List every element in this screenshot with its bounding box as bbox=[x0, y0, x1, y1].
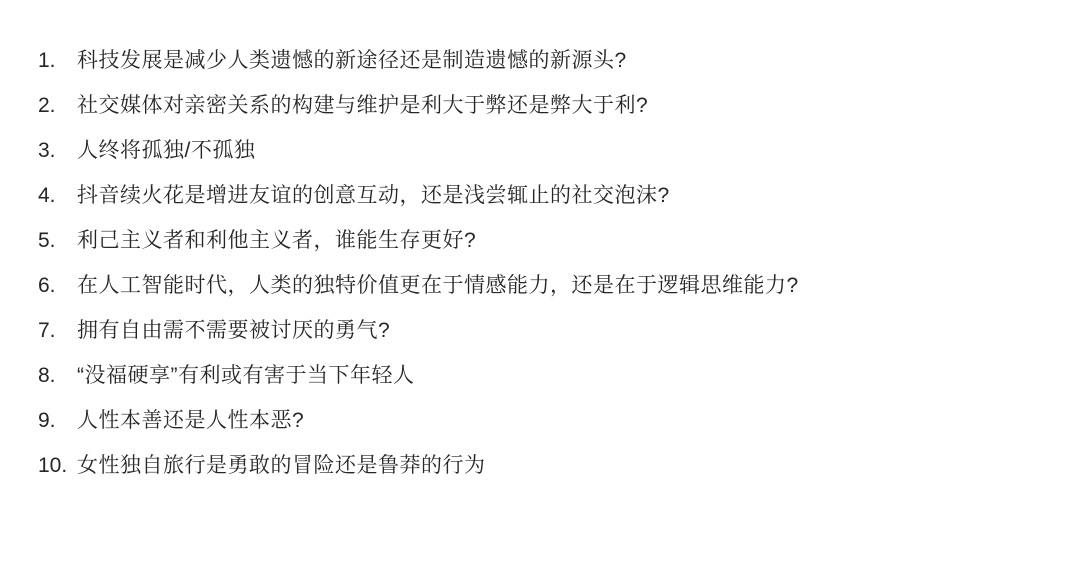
item-number: 2. bbox=[38, 94, 56, 117]
item-number: 6. bbox=[38, 274, 56, 297]
item-text: 人终将孤独/不孤独 bbox=[77, 139, 256, 162]
list-item bbox=[38, 365, 1050, 387]
item-number: 10. bbox=[38, 454, 68, 477]
item-text: 拥有自由需不需要被讨厌的勇气? bbox=[77, 319, 391, 342]
list-item bbox=[38, 410, 1050, 432]
list-item bbox=[38, 275, 1050, 297]
item-number: 7. bbox=[38, 319, 56, 342]
list-item bbox=[38, 455, 1050, 477]
item-text: 社交媒体对亲密关系的构建与维护是利大于弊还是弊大于利? bbox=[77, 94, 649, 117]
item-text: 抖音续火花是增进友谊的创意互动，还是浅尝辄止的社交泡沫? bbox=[77, 184, 670, 207]
item-number: 1. bbox=[38, 49, 56, 72]
item-number: 9. bbox=[38, 409, 56, 432]
item-text: 在人工智能时代，人类的独特价值更在于情感能力，还是在于逻辑思维能力? bbox=[77, 274, 799, 297]
item-text: 女性独自旅行是勇敢的冒险还是鲁莽的行为 bbox=[77, 454, 486, 477]
item-text: 人性本善还是人性本恶? bbox=[77, 409, 305, 432]
item-text: “没福硬享”有利或有害于当下年轻人 bbox=[77, 364, 415, 387]
item-text: 利己主义者和利他主义者，谁能生存更好? bbox=[77, 229, 477, 252]
list-item bbox=[38, 50, 1050, 72]
list-item bbox=[38, 185, 1050, 207]
item-number: 3. bbox=[38, 139, 56, 162]
list-item bbox=[38, 320, 1050, 342]
item-number: 4. bbox=[38, 184, 56, 207]
list-item bbox=[38, 230, 1050, 252]
item-text: 科技发展是减少人类遗憾的新途径还是制造遗憾的新源头? bbox=[77, 49, 627, 72]
list-item bbox=[38, 140, 1050, 162]
item-number: 8. bbox=[38, 364, 56, 387]
item-number: 5. bbox=[38, 229, 56, 252]
list-item bbox=[38, 95, 1050, 117]
